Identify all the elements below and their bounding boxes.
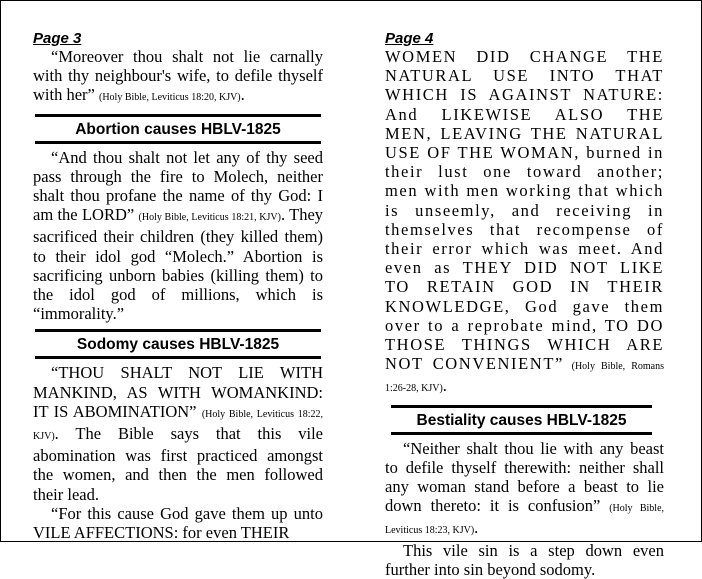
paragraph-text: “And thou shalt not let any of thy seed pass through the fire to Molech, neither shalt thou profane the name of thy God: I am the LORD” xyxy=(33,147,323,225)
paragraph-text: “Neither shalt thou lie with any beast to defile thyself therewith: neither shall any woman stand before a beast to lie down thereto: it is confusion” xyxy=(385,438,664,516)
closing-paragraph xyxy=(385,541,664,579)
page-3-column xyxy=(33,30,323,542)
paragraph-rest: . They sacrificed their children (they killed them) to their idol god “Molech.” Abortion is sacrificing unborn babies (killing them) to the idol god of millions, which is “immorality.” xyxy=(33,205,324,324)
page-3-label: Page 3 xyxy=(33,30,82,47)
paragraph-text: “THOU SHALT NOT LIE WITH MANKIND, AS WITH WOMANKIND: IT IS ABOMINATION” xyxy=(33,363,323,421)
paragraph-text: “For this cause God gave them up unto VILE AFFECTIONS: for even THEIR xyxy=(33,503,323,543)
abortion-heading: Abortion causes HBLV-1825 xyxy=(35,114,321,144)
citation: (Holy Bible, Leviticus 18:21, KJV) xyxy=(138,212,281,224)
paragraph-rest: . The Bible says that this vile abomination was first practiced amongst the women, and then the men followed their lead. xyxy=(33,424,323,504)
citation: (Holy Bible, Leviticus 18:23, KJV) xyxy=(385,503,665,537)
sodomy-paragraph xyxy=(33,363,323,503)
paragraph-text: “Moreover thou shalt not lie carnally with thy neighbour's wife, to defile thyself with her” xyxy=(33,47,323,105)
abortion-paragraph xyxy=(33,148,323,324)
bestiality-heading: Bestiality causes HBLV-1825 xyxy=(391,405,652,435)
sodomy-heading: Sodomy causes HBLV-1825 xyxy=(35,329,321,359)
paragraph-end: . xyxy=(240,85,245,105)
page-4-column xyxy=(385,30,664,579)
romans-quote-start-paragraph xyxy=(33,504,323,542)
citation: (Holy Bible, Leviticus 18:20, KJV) xyxy=(98,92,241,104)
romans-quote-continuation xyxy=(385,47,664,399)
bestiality-paragraph xyxy=(385,439,664,541)
paragraph-end: . xyxy=(474,518,479,538)
page-4-label: Page 4 xyxy=(385,30,434,47)
leviticus-18-20-paragraph xyxy=(33,47,323,108)
paragraph-text: WOMEN DID CHANGE THE NATURAL USE INTO THAT WHICH IS AGAINST NATURE: And LIKEWISE ALSO THE MEN, LEAVING THE NATURAL USE OF THE WOMAN, burned in their lust one toward another; men with men working that which is unseemly, and receiving in themselves that recompense of their error which was meet. And even as THEY DID NOT LIKE TO RETAIN GOD IN THEIR KNOWLEDGE, God gave them over to a reprobate mind, TO DO THOSE THINGS WHICH ARE NOT CONVENIENT” xyxy=(385,47,664,374)
citation: (Holy Bible, Leviticus 18:22, KJV) xyxy=(33,408,323,443)
paragraph-end: . xyxy=(442,376,447,396)
citation: (Holy Bible, Romans 1:26-28, KJV) xyxy=(385,361,664,395)
paragraph-text: This vile sin is a step down even further into sin beyond sodomy. xyxy=(385,540,664,579)
